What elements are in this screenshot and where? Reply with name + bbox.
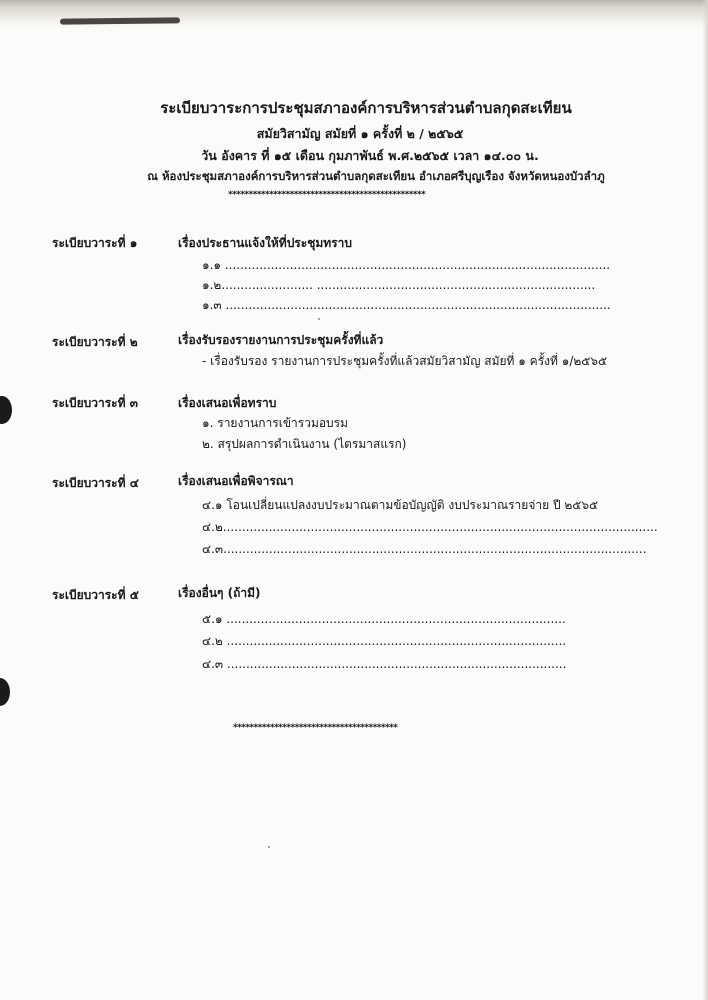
agenda-5-item-2: ๔.๒ ......................................................................................... (202, 634, 567, 648)
header-divider: ************************************************ (228, 190, 426, 200)
agenda-1-item-3: ๑.๓ ..................................................................................................... (202, 298, 611, 312)
agenda-4-label: ระเบียบวาระที่ ๔ (52, 476, 139, 490)
agenda-5-title: เรื่องอื่นๆ (ถ้ามี) (178, 586, 261, 600)
scan-top-edge (0, 0, 708, 30)
agenda-1-item-1: ๑.๑ ..................................................................................................... (202, 258, 611, 272)
agenda-5-label: ระเบียบวาระที่ ๕ (52, 588, 139, 602)
agenda-3-title: เรื่องเสนอเพื่อทราบ (178, 396, 277, 410)
session-line: สมัยวิสามัญ สมัยที่ ๑ ครั้งที่ ๒ / ๒๕๖๕ (256, 126, 464, 141)
agenda-2-item-1: - เรื่องรับรอง รายงานการประชุมครั้งที่แล้วสมัยวิสามัญ สมัยที่ ๑ ครั้งที่ ๑/๒๕๖๕ (202, 354, 608, 368)
agenda-1-item-2: ๑.๒........................ ......................................................................... (202, 278, 596, 292)
scan-top-shadow (60, 17, 180, 24)
agenda-5-item-3: ๔.๓ ......................................................................................... (202, 657, 567, 671)
agenda-1-label: ระเบียบวาระที่ ๑ (52, 236, 138, 250)
venue-line: ณ ห้องประชุมสภาองค์การบริหารส่วนตำบลกุดสะเทียน อำเภอศรีบุญเรือง จังหวัดหนองบัวลำภู (147, 169, 605, 183)
document-title: ระเบียบวาระการประชุมสภาองค์การบริหารส่วนตำบลกุดสะเทียน (160, 99, 572, 117)
agenda-4-item-2: ๔.๒.................................................................................................................. (202, 520, 658, 534)
agenda-3-label: ระเบียบวาระที่ ๓ (52, 396, 138, 410)
agenda-3-item-1: ๑. รายงานการเข้ารวมอบรม (202, 416, 349, 430)
agenda-4-title: เรื่องเสนอเพื่อพิจารณา (178, 474, 294, 488)
datetime-line: วัน อังคาร ที่ ๑๕ เดือน กุมภาพันธ์ พ.ศ.๒๕๖๕ เวลา ๑๔.๐๐ น. (201, 148, 539, 163)
agenda-4-item-3: ๔.๓............................................................................................................... (202, 542, 647, 556)
agenda-3-item-2: ๒. สรุปผลการดำเนินงาน (ไตรมาสแรก) (202, 437, 407, 451)
scan-speck (268, 846, 270, 848)
punch-hole (0, 678, 10, 706)
punch-hole (0, 396, 12, 424)
agenda-4-item-1: ๔.๑ โอนเปลี่ยนแปลงงบประมาณตามข้อบัญญัติ งบประมาณรายจ่าย ปี ๒๕๖๕ (202, 498, 599, 512)
scan-speck (318, 318, 320, 320)
agenda-1-title: เรื่องประธานแจ้งให้ที่ประชุมทราบ (178, 236, 352, 250)
agenda-2-label: ระเบียบวาระที่ ๒ (52, 335, 138, 349)
footer-divider: **************************************** (233, 723, 398, 733)
agenda-5-item-1: ๕.๑ ......................................................................................... (202, 612, 566, 626)
agenda-2-title: เรื่องรับรองรายงานการประชุมครั้งที่แล้ว (178, 333, 384, 347)
